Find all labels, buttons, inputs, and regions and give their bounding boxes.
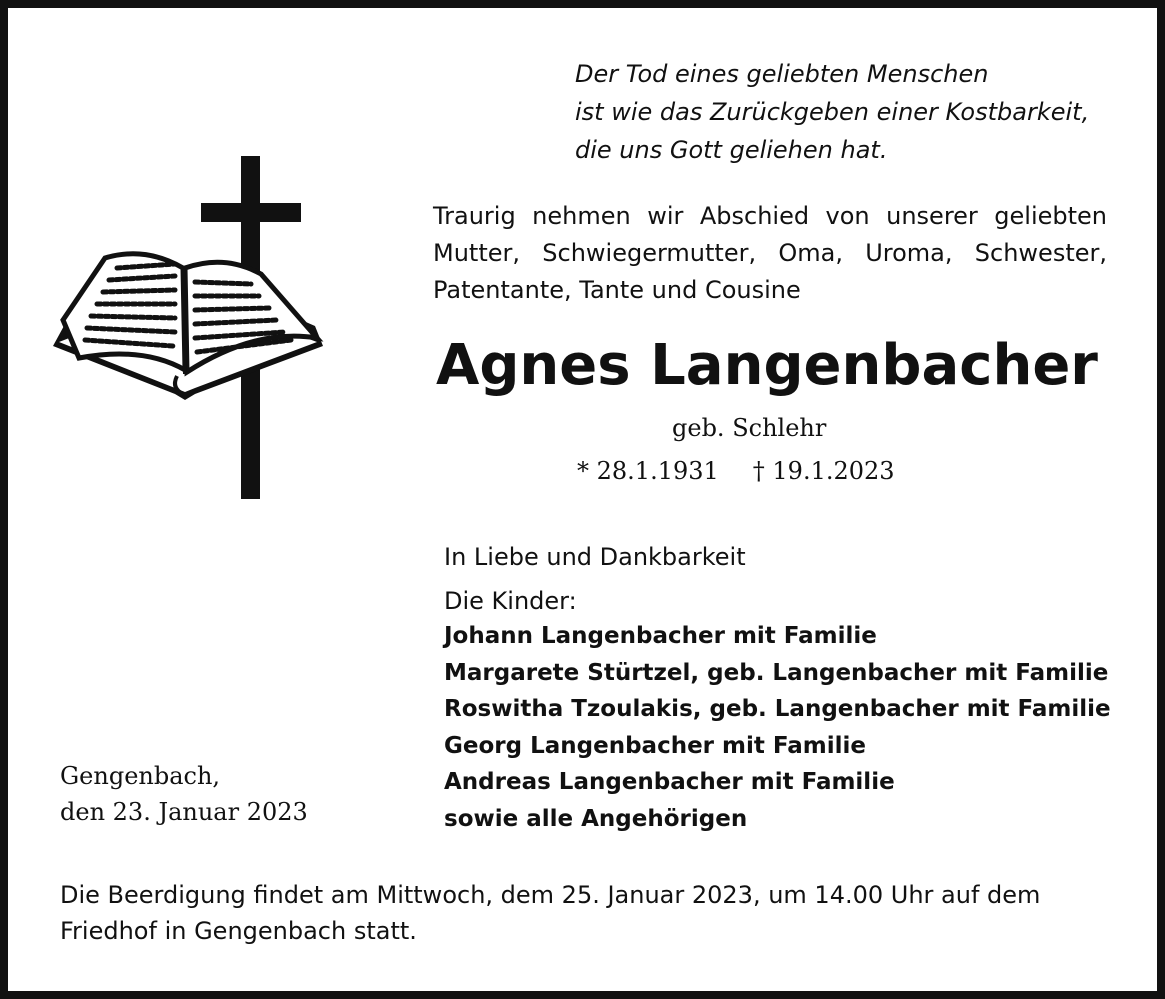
mourner-name: Margarete Stürtzel, geb. Langenbacher mit Familie	[444, 659, 1109, 686]
quote-line: die uns Gott geliehen hat.	[575, 136, 888, 164]
intro-line: Mutter, Schwiegermutter, Oma, Uroma, Schwester,	[433, 239, 1107, 267]
place-line: Gengenbach,	[60, 762, 221, 790]
mourner-list	[444, 618, 1111, 837]
quote-line: Der Tod eines geliebten Menschen	[575, 60, 989, 88]
mourner-name: Georg Langenbacher mit Familie	[444, 732, 866, 759]
memorial-quote	[575, 55, 1089, 169]
closing-phrase: In Liebe und Dankbarkeit	[444, 543, 746, 571]
funeral-line: Die Beerdigung findet am Mittwoch, dem 25. Januar 2023, um 14.00 Uhr auf dem	[60, 881, 1041, 909]
children-label: Die Kinder:	[444, 587, 577, 615]
birth-date: * 28.1.1931	[577, 457, 719, 485]
life-dates	[577, 453, 895, 489]
quote-line: ist wie das Zurückgeben einer Kostbarkeit,	[575, 98, 1090, 126]
intro-line: Patentante, Tante und Cousine	[433, 276, 801, 304]
place-and-date	[60, 758, 308, 830]
funeral-line: Friedhof in Gengenbach statt.	[60, 917, 417, 945]
birth-name: geb. Schlehr	[672, 414, 827, 442]
mourner-name: sowie alle Angehörigen	[444, 805, 748, 832]
death-date: † 19.1.2023	[752, 457, 895, 485]
funeral-announcement	[60, 877, 1106, 949]
deceased-name: Agnes Langenbacher	[436, 333, 1098, 398]
intro-line: Traurig nehmen wir Abschied von unserer geliebten	[433, 202, 1107, 230]
mourner-name: Andreas Langenbacher mit Familie	[444, 769, 895, 795]
farewell-intro	[433, 198, 1107, 309]
mourner-name: Johann Langenbacher mit Familie	[444, 623, 877, 649]
date-line: den 23. Januar 2023	[60, 798, 308, 826]
mourner-name: Roswitha Tzoulakis, geb. Langenbacher mit Familie	[444, 696, 1111, 722]
cross-with-open-book-icon	[45, 150, 330, 505]
